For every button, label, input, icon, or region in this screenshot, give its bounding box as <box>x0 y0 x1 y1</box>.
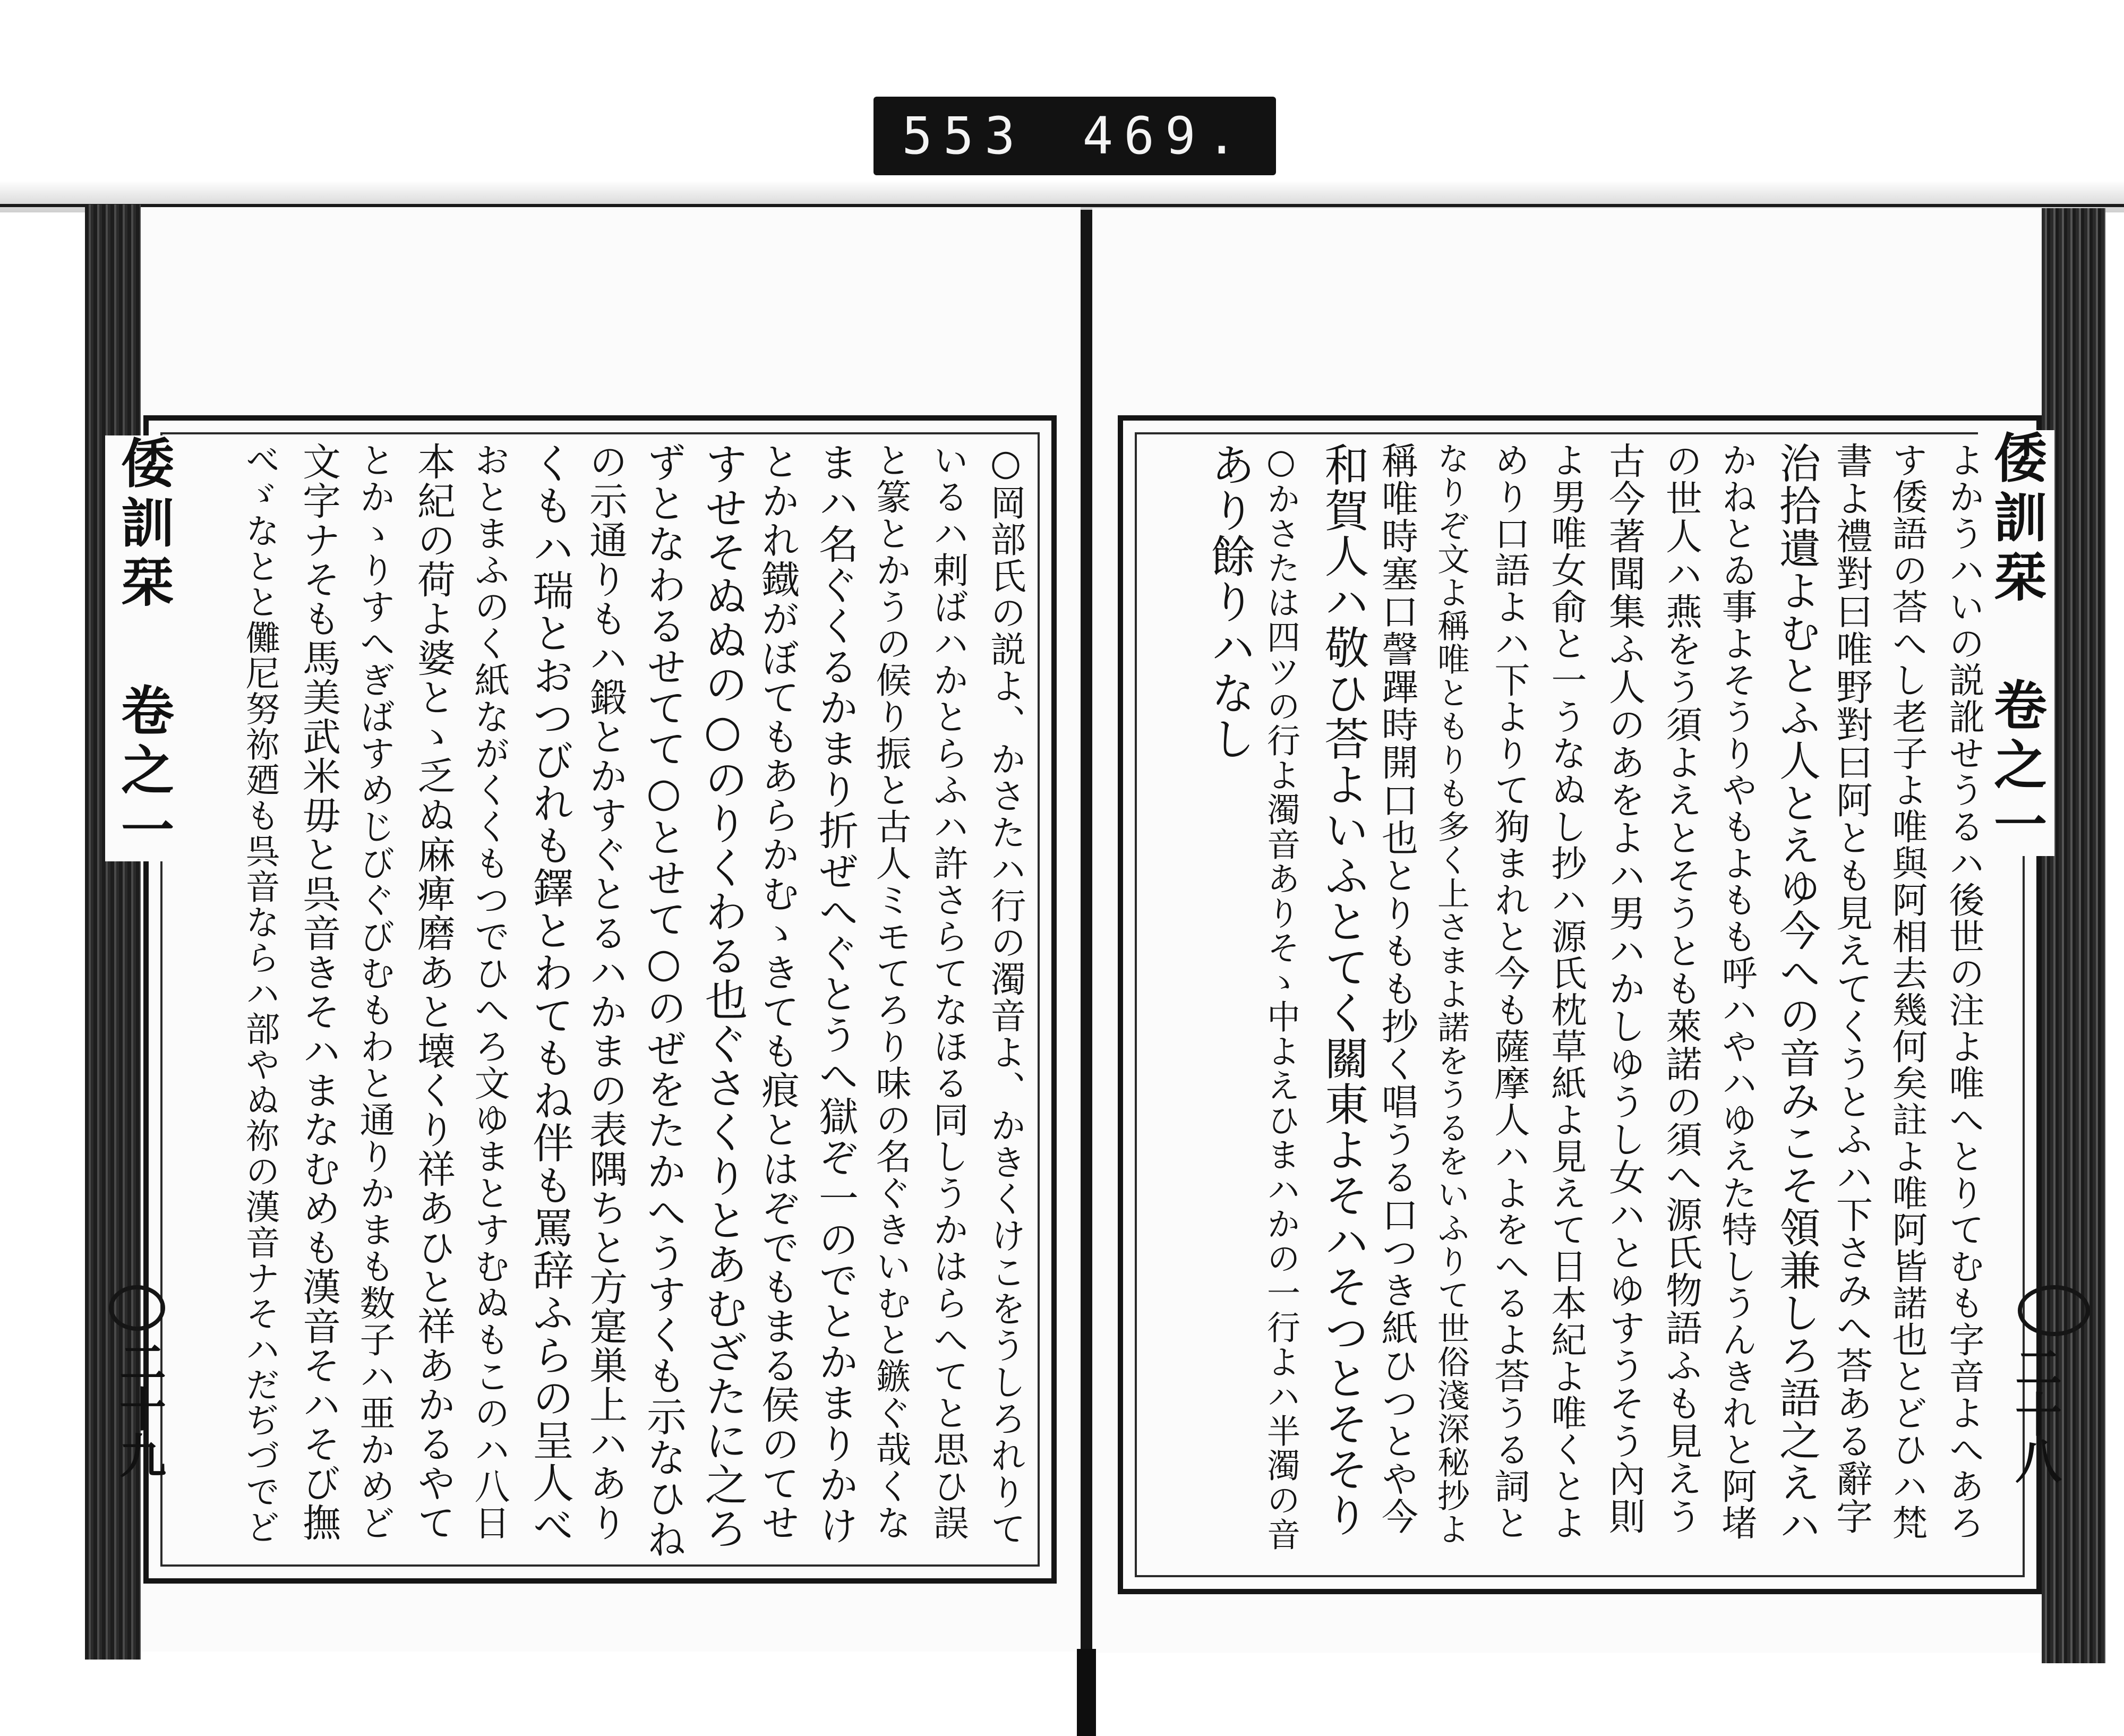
right-column-13: ○かさたは四ツの行よ濁音ありそゝ中よえひまハかの一行よハ半濁の音 <box>1262 442 1300 1552</box>
left-column-8: の示通りもハ鍛とかすぐとるハかまの表隅ちと方寔巣上ハあり <box>583 442 628 1542</box>
left-folio: 二十九 <box>112 1338 167 1478</box>
right-column-10: なりぞ文よ稱唯ともりも多く上さまよ諾をうるをいふりて世俗淺深秘抄よ <box>1432 442 1470 1546</box>
left-column-5: とかれ鐡がぼてもあらかむゝきても痕とはぞでもまる侯のてせ <box>755 442 800 1542</box>
right-column-11: 稱唯時塞口謦蹕時開口也とりもも抄く唱うる口つき紙ひつとや今 <box>1375 442 1418 1535</box>
left-margin-header: 倭訓栞 卷之一 <box>105 435 182 861</box>
right-column-8: よ男唯女俞と一うなぬし抄ハ源氏枕草紙よ見えて日本紀よ唯くとよ <box>1546 442 1587 1541</box>
left-column-9: くもハ瑞とおつびれも鐸とわてもね伴も罵辞ふらの呈人べ <box>526 442 573 1546</box>
right-column-1: よかうハいの説訛せうるハ後世の注よ唯へとりてむも字音よへあろ <box>1943 442 1985 1541</box>
left-column-12: とかゝりすへぎばすめじびぐびむもわと通りかまも数子ハ亜かめど <box>354 442 396 1541</box>
left-column-1: ○岡部氏の説よ、かさたハ行の濁音よ、かきくけこをうしろれりて <box>985 442 1026 1547</box>
left-column-14: べゞなとと儺尼努祢廼も呉音ならハ部やぬ祢の漢音ナそハだぢづでど <box>239 442 279 1545</box>
left-column-4: まハ名ぐくるかまり折ぜへぐとうへ獄ぞ一のでとかまりかけ <box>812 442 859 1546</box>
right-column-9: めり口語よハ下よりて狗まれと今も薩摩人ハよをへるよ荅うる詞と <box>1489 442 1530 1541</box>
right-column-3: 書よ禮對曰唯野對曰阿とも見えてくうとふハ下さみへ荅ある辭字 <box>1830 442 1872 1535</box>
left-column-13: 文字ナそも馬美武米毋と呉音きそハまなむめも漢音そハそび撫 <box>296 442 341 1542</box>
left-folio-oval <box>109 1285 165 1331</box>
right-column-4: 治拾遺よむとふ人とえゆ今への音みこそ領兼しろ語之えハ <box>1772 442 1820 1546</box>
catalog-number-right: 469. <box>1082 106 1248 166</box>
left-column-11: 本紀の荷よ婆とゝ乏ぬ麻痺磨あと壊くり祥あひと祥あかるやて <box>411 442 456 1542</box>
right-column-7: 古今著聞集ふ人のあをよハ男ハかしゆうし女ハとゆすうそう內則 <box>1603 442 1645 1535</box>
right-column-14: あり餘りハなし <box>1204 442 1256 762</box>
right-folio: 二十八 <box>2008 1344 2063 1484</box>
spine-tab <box>1077 1649 1096 1736</box>
catalog-number-left: 553 <box>902 106 1026 166</box>
right-folio-oval <box>2018 1285 2090 1336</box>
left-column-2: いるハ剌ばハかとらふハ許さらてなほる同しうかはらへてと思ひ誤 <box>928 442 969 1541</box>
book-spine <box>1081 210 1092 1736</box>
right-column-12: 和賀人ハ敬ひ荅よいふとてく關東よそハそつとそそり <box>1317 442 1369 1538</box>
catalog-label <box>873 97 1276 175</box>
left-column-7: ずとなわるせてて○とせて○のぜをたかへうすくも示なひね <box>640 442 687 1560</box>
right-margin-header: 倭訓栞 卷之一 <box>1978 430 2054 856</box>
right-column-2: す倭語の荅へし老子よ唯與阿相去幾何矣註よ唯阿皆諾也とどひハ梵 <box>1887 442 1928 1541</box>
left-column-3: と篆とかうの候り振と古人ミモてろり味の名ぐきいむと鏃ぐ哉くな <box>870 442 912 1541</box>
left-column-10: おとまふのく紙ながくくもつでひへろ文ゆまとすむぬもこのハ八日 <box>469 442 510 1541</box>
right-column-5: かねとゐ事よそうりやもよもも呼ハやハゆえた特しうんきれと阿堵 <box>1716 442 1758 1541</box>
left-column-6: すせそぬぬの○のりくわる也ぐさくりとあむざたに之ろ <box>698 442 748 1551</box>
right-column-6: の世人ハ燕をう須よえとそうとも萊諾の須へ源氏物語ふも見えう <box>1659 442 1702 1535</box>
